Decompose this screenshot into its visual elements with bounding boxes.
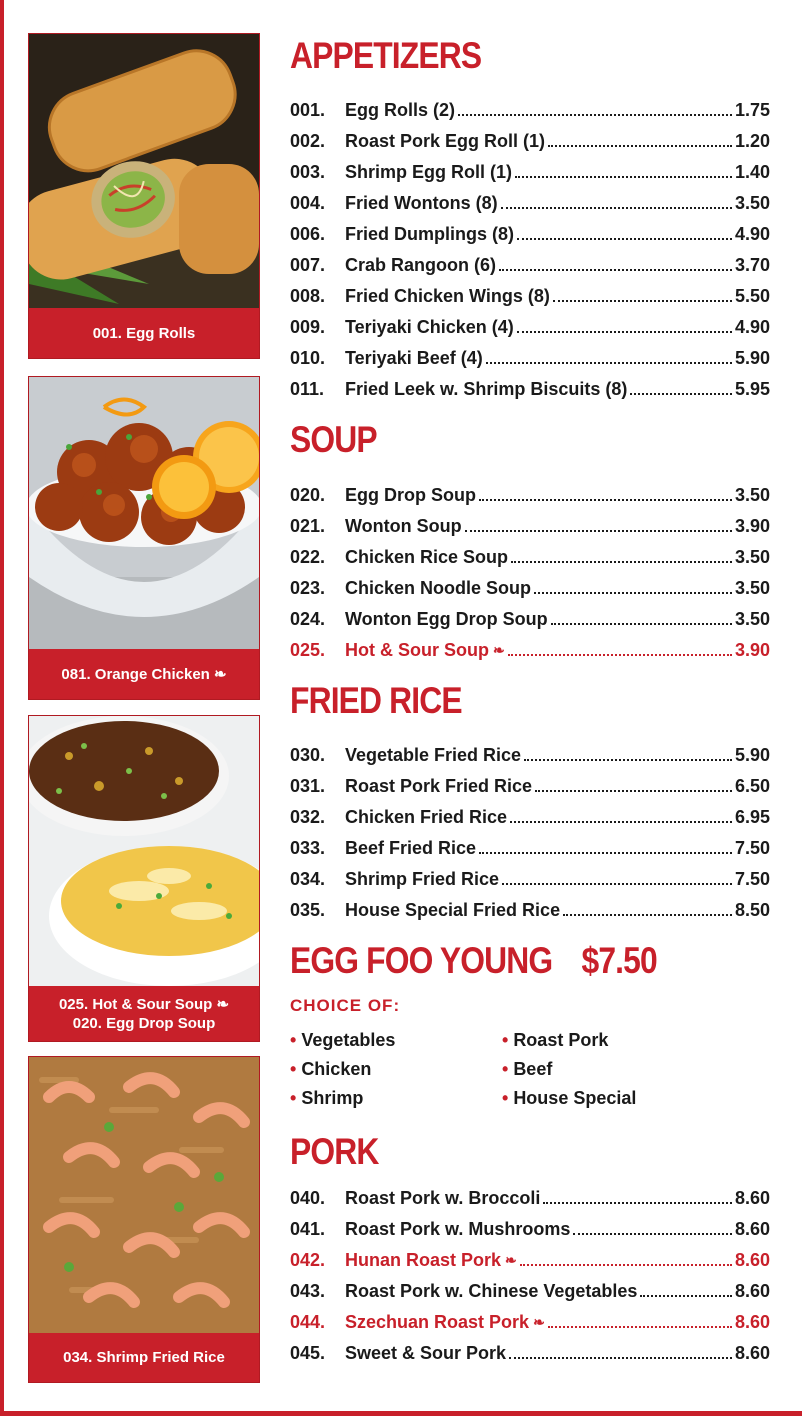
- choice-label: Vegetables: [301, 1030, 396, 1050]
- item-number: 008.: [290, 286, 326, 306]
- item-name: House Special Fried Rice: [345, 900, 561, 920]
- item-name: Egg Drop Soup: [345, 485, 476, 505]
- photo-card-orange-chicken: [28, 376, 260, 700]
- item-number: 041.: [290, 1219, 326, 1239]
- item-name: Chicken Noodle Soup: [345, 578, 532, 598]
- orange-chicken-caption: [29, 649, 259, 699]
- item-number: 040.: [290, 1188, 326, 1208]
- dot-leader: [479, 499, 732, 501]
- item-price: 3.50: [734, 193, 770, 213]
- dot-leader: [517, 331, 732, 333]
- dot-leader: [508, 654, 732, 656]
- fried-rice-title: FRIED RICE: [290, 680, 462, 721]
- egg-foo-young-title: [290, 942, 657, 979]
- item-name: Szechuan Roast Pork: [345, 1312, 530, 1332]
- item-number: 007.: [290, 255, 326, 275]
- item-price: 8.60: [734, 1188, 770, 1208]
- egg-foo-young-label: EGG FOO YOUNG: [290, 940, 553, 981]
- item-number: 025.: [290, 640, 326, 660]
- caption-line: 001. Egg Rolls: [92, 324, 196, 342]
- egg-rolls-caption: [29, 308, 259, 358]
- item-number: 004.: [290, 193, 326, 213]
- menu-item: [290, 369, 770, 400]
- item-name: Shrimp Egg Roll (1): [345, 162, 513, 182]
- dot-leader: [502, 883, 732, 885]
- item-number: 021.: [290, 516, 326, 536]
- item-name: Roast Pork Egg Roll (1): [345, 131, 546, 151]
- bullet-icon: •: [290, 1059, 297, 1079]
- item-number: 034.: [290, 869, 326, 889]
- menu-item: [290, 506, 770, 537]
- pork-title: PORK: [290, 1131, 379, 1172]
- bottom-border: [0, 1411, 802, 1416]
- item-price: 4.90: [734, 317, 770, 337]
- dot-leader: [458, 114, 732, 116]
- item-name: Roast Pork w. Mushrooms: [345, 1219, 571, 1239]
- dot-leader: [465, 530, 732, 532]
- item-price: 5.90: [734, 348, 770, 368]
- item-name: Roast Pork w. Broccoli: [345, 1188, 541, 1208]
- dot-leader: [520, 1264, 732, 1266]
- item-price: 3.50: [734, 485, 770, 505]
- caption-line: 034. Shrimp Fried Rice: [63, 1349, 225, 1366]
- dot-leader: [551, 623, 732, 625]
- menu-item: [290, 1240, 770, 1271]
- item-price: 5.95: [734, 379, 770, 399]
- fried-rice-list: [290, 735, 770, 921]
- menu-item: [290, 568, 770, 599]
- item-price: 3.70: [734, 255, 770, 275]
- photo-card-shrimp-fried-rice: [28, 1056, 260, 1383]
- choice-item: [290, 1088, 395, 1117]
- item-price: 4.90: [734, 224, 770, 244]
- spicy-icon: ❧: [533, 1314, 545, 1330]
- item-name: Fried Chicken Wings (8): [345, 286, 550, 306]
- item-price: 3.50: [734, 609, 770, 629]
- choice-label: Roast Pork: [513, 1030, 609, 1050]
- menu-item: [290, 797, 770, 828]
- item-name: Egg Rolls (2): [345, 100, 456, 120]
- dot-leader: [535, 790, 732, 792]
- choice-label: House Special: [513, 1088, 637, 1108]
- item-name: Fried Leek w. Shrimp Biscuits (8): [345, 379, 628, 399]
- pork-list: [290, 1178, 770, 1364]
- menu-item: [290, 828, 770, 859]
- item-name: Wonton Soup: [345, 516, 462, 536]
- caption-line: 081. Orange Chicken ❧: [61, 665, 227, 683]
- item-number: 023.: [290, 578, 326, 598]
- choice-of-label: CHOICE OF:: [290, 996, 401, 1015]
- dot-leader: [479, 852, 732, 854]
- item-price: 8.60: [734, 1343, 770, 1363]
- item-number: 022.: [290, 547, 326, 567]
- choice-item: [290, 1030, 395, 1059]
- item-number: 003.: [290, 162, 326, 182]
- item-name: Teriyaki Chicken (4): [345, 317, 514, 337]
- item-number: 044.: [290, 1312, 326, 1332]
- dot-leader: [553, 300, 732, 302]
- shrimp-fried-rice-photo: [29, 1057, 259, 1333]
- dot-leader: [509, 1357, 732, 1359]
- orange-chicken-photo: [29, 377, 259, 649]
- item-price: 8.60: [734, 1219, 770, 1239]
- menu-item: [290, 475, 770, 506]
- menu-item: [290, 1178, 770, 1209]
- appetizers-title: APPETIZERS: [290, 35, 482, 76]
- dot-leader: [501, 207, 732, 209]
- menu-item: [290, 1271, 770, 1302]
- soup-title: SOUP: [290, 419, 377, 460]
- item-name: Roast Pork Fried Rice: [345, 776, 533, 796]
- menu-item: [290, 735, 770, 766]
- item-name: Roast Pork w. Chinese Vegetables: [345, 1281, 638, 1301]
- egg-rolls-photo: [29, 34, 259, 308]
- bullet-icon: •: [290, 1088, 297, 1108]
- dot-leader: [640, 1295, 732, 1297]
- choice-column-right: [502, 1030, 636, 1117]
- menu-item: [290, 121, 770, 152]
- spicy-icon: ❧: [505, 1252, 517, 1268]
- menu-item: [290, 630, 770, 661]
- dot-leader: [499, 269, 732, 271]
- menu-item: [290, 859, 770, 890]
- item-name: Hunan Roast Pork: [345, 1250, 502, 1270]
- item-number: 020.: [290, 485, 326, 505]
- item-number: 011.: [290, 379, 325, 399]
- dot-leader: [563, 914, 732, 916]
- item-price: 1.75: [734, 100, 770, 120]
- item-price: 8.60: [734, 1281, 770, 1301]
- choice-item: [502, 1030, 636, 1059]
- photo-card-soups: [28, 715, 260, 1042]
- dot-leader: [510, 821, 732, 823]
- choice-item: [290, 1059, 395, 1088]
- item-price: 6.50: [734, 776, 770, 796]
- item-price: 3.50: [734, 578, 770, 598]
- item-name: Vegetable Fried Rice: [345, 745, 522, 765]
- item-price: 8.60: [734, 1250, 770, 1270]
- soups-photo: [29, 716, 259, 986]
- item-number: 035.: [290, 900, 326, 920]
- dot-leader: [511, 561, 732, 563]
- choice-label: Beef: [513, 1059, 553, 1079]
- item-name: Beef Fried Rice: [345, 838, 477, 858]
- menu-item: [290, 152, 770, 183]
- item-number: 045.: [290, 1343, 326, 1363]
- item-number: 033.: [290, 838, 326, 858]
- item-number: 024.: [290, 609, 326, 629]
- item-number: 032.: [290, 807, 326, 827]
- item-name: Chicken Fried Rice: [345, 807, 508, 827]
- choice-item: [502, 1088, 636, 1117]
- item-number: 006.: [290, 224, 326, 244]
- item-price: 7.50: [734, 869, 770, 889]
- item-price: 3.50: [734, 547, 770, 567]
- item-number: 031.: [290, 776, 326, 796]
- item-price: 5.50: [734, 286, 770, 306]
- appetizers-list: [290, 90, 770, 400]
- item-price: 8.60: [734, 1312, 770, 1332]
- menu-item: [290, 214, 770, 245]
- soups-caption: [29, 986, 259, 1041]
- item-number: 043.: [290, 1281, 326, 1301]
- egg-foo-young-price: $7.50: [581, 940, 657, 981]
- item-price: 3.90: [734, 516, 770, 536]
- item-number: 010.: [290, 348, 326, 368]
- dot-leader: [517, 238, 732, 240]
- item-price: 5.90: [734, 745, 770, 765]
- item-name: Hot & Sour Soup: [345, 640, 489, 660]
- item-name: Crab Rangoon (6): [345, 255, 496, 275]
- shrimp-fried-rice-caption: [29, 1333, 259, 1382]
- menu-item: [290, 890, 770, 921]
- item-name: Teriyaki Beef (4): [345, 348, 483, 368]
- item-number: 042.: [290, 1250, 326, 1270]
- item-number: 009.: [290, 317, 326, 337]
- item-price: 8.50: [734, 900, 770, 920]
- menu-item: [290, 599, 770, 630]
- photo-card-egg-rolls: [28, 33, 260, 359]
- bullet-icon: •: [290, 1030, 297, 1050]
- menu-item: [290, 183, 770, 214]
- item-name: Wonton Egg Drop Soup: [345, 609, 548, 629]
- choice-column-left: [290, 1030, 395, 1117]
- menu-item: [290, 90, 770, 121]
- item-number: 002.: [290, 131, 326, 151]
- left-border: [0, 0, 4, 1416]
- menu-item: [290, 1302, 770, 1333]
- spicy-icon: ❧: [492, 642, 505, 658]
- item-price: 3.90: [734, 640, 770, 660]
- item-price: 7.50: [734, 838, 770, 858]
- menu-item: [290, 537, 770, 568]
- menu-item: [290, 1209, 770, 1240]
- dot-leader: [534, 592, 732, 594]
- menu-item: [290, 307, 770, 338]
- bullet-icon: •: [502, 1059, 509, 1079]
- item-price: 1.40: [734, 162, 770, 182]
- dot-leader: [548, 145, 732, 147]
- menu-item: [290, 766, 770, 797]
- bullet-icon: •: [502, 1088, 509, 1108]
- item-name: Sweet & Sour Pork: [345, 1343, 507, 1363]
- choice-label: Shrimp: [301, 1088, 364, 1108]
- item-name: Fried Dumplings (8): [345, 224, 515, 244]
- dot-leader: [486, 362, 732, 364]
- choice-item: [502, 1059, 636, 1088]
- menu-item: [290, 245, 770, 276]
- dot-leader: [524, 759, 732, 761]
- menu-item: [290, 276, 770, 307]
- dot-leader: [548, 1326, 732, 1328]
- bullet-icon: •: [502, 1030, 509, 1050]
- menu-item: [290, 338, 770, 369]
- dot-leader: [630, 393, 732, 395]
- menu-item: [290, 1333, 770, 1364]
- item-name: Shrimp Fried Rice: [345, 869, 500, 889]
- item-name: Fried Wontons (8): [345, 193, 498, 213]
- caption-line: 020. Egg Drop Soup: [72, 1014, 216, 1032]
- choice-label: Chicken: [301, 1059, 372, 1079]
- item-price: 1.20: [734, 131, 770, 151]
- dot-leader: [543, 1202, 732, 1204]
- dot-leader: [515, 176, 732, 178]
- item-number: 001.: [290, 100, 326, 120]
- caption-line: 025. Hot & Sour Soup ❧: [58, 995, 230, 1013]
- item-name: Chicken Rice Soup: [345, 547, 509, 567]
- dot-leader: [573, 1233, 732, 1235]
- soup-list: [290, 475, 770, 661]
- item-price: 6.95: [734, 807, 770, 827]
- item-number: 030.: [290, 745, 326, 765]
